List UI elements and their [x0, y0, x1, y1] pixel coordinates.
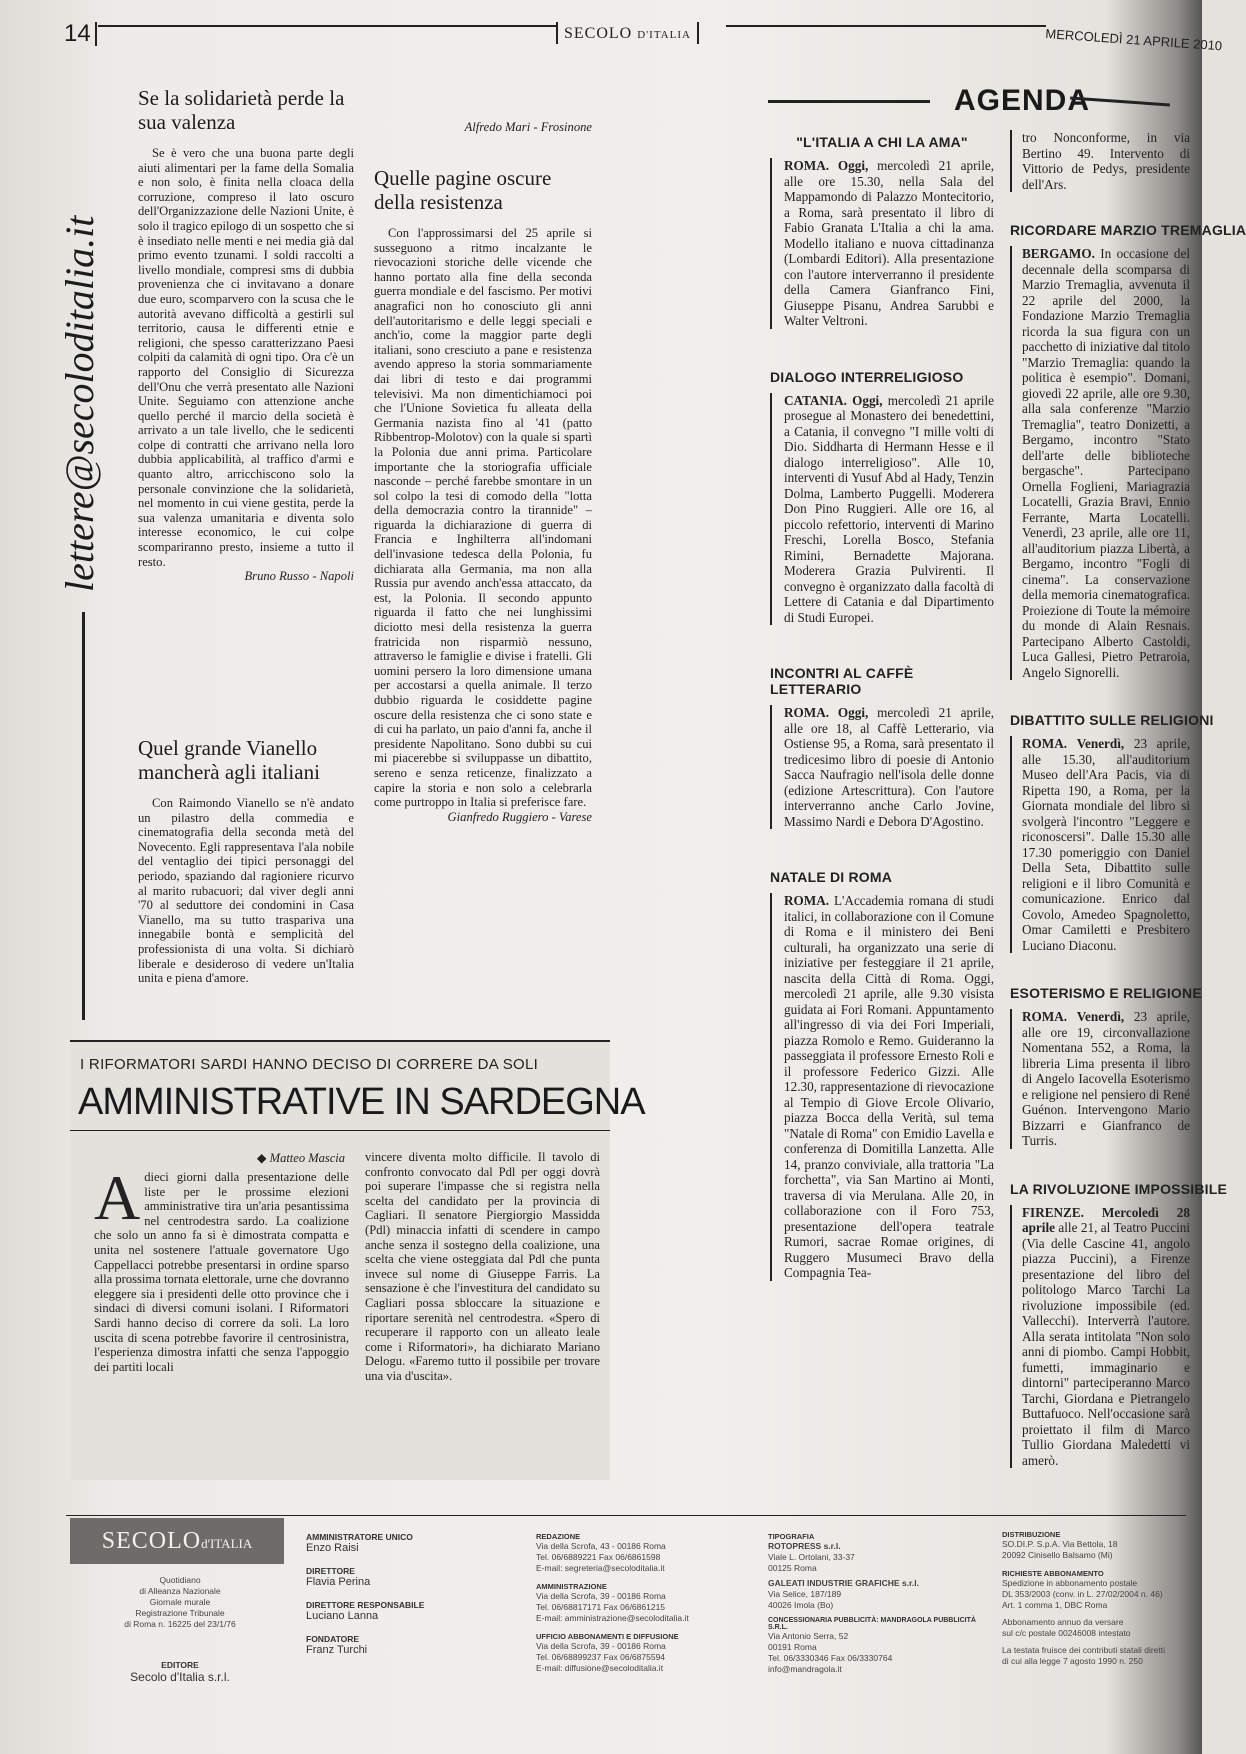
- agenda-item-esoterismo: [1010, 985, 1202, 1149]
- agenda-item-heading: DIBATTITO SULLE RELIGIONI: [1010, 712, 1214, 728]
- letter-title: Se la solidarietà perde la sua valenza: [138, 86, 345, 134]
- agenda-rule-left: [768, 100, 930, 103]
- agenda-item-heading: "L'ITALIA A CHI LA AMA": [796, 134, 968, 150]
- agenda-item-text: ROMA. Venerdì, 23 aprile, alle 15.30, all'auditorium Museo dell'Ara Pacis, via di Ripetta 190, a Roma, per la Giornata mondiale del libro si svolgerà l'incontro "Leggere e riconoscersi". Dalle 15.30 alle 17.30 pomeriggio con Daniel Della Seta, Dibattito sulle religioni e il libro Comunità e comunicazione. Enrico dal Covolo, Amedeo Spagnoletto, Omar Camiletti e Presbitero Luciano Diaconu.: [1010, 736, 1190, 953]
- agenda-item-text: ROMA. Oggi, mercoledì 21 aprile, alle ore 15.30, nella Sala del Mappamondo di Palazzo Montecitorio, a Roma, sarà presentato il libro di Fabio Granata L'Italia a chi la ama. Modello italiano e nuova cittadinanza (Lombardi Editori). Alla presentazione con l'autore interverranno il presidente della Camera Gianfranco Fini, Giuseppe Pisanu, Andrea Sarubbi e Walter Veltroni.: [770, 158, 994, 329]
- agenda-item-text: BERGAMO. In occasione del decennale della scomparsa di Marzio Tremaglia, avvenuta il 22 aprile del 2000, la Fondazione Marzio Tremaglia ricorda la sua figura con un pacchetto di iniziative dal titolo "Marzio Tremaglia: quando la politica è esempio". Domani, giovedì 22 aprile, alle ore 9.30, alla sala conferenze "Marzio Tremaglia", teatro Donizetti, a Bergamo, incontro "Stato dell'arte delle biblioteche bergasche". Partecipano Ornella Foglieni, Mariagrazia Locatelli, Grazia Bravi, Ennio Ferrante, Marta Locatelli. Venerdì, 23 aprile, alle ore 11, all'auditorium piazza Libertà, a Bergamo, incontro "Fogli di cinema". La conservazione della memoria cinematografica. Proiezione di Toute la mémoire du monde di Alain Resnais. Partecipano Alberto Castoldi, Luca Gallesi, Pietro Petraroia, Angelo Signorelli.: [1010, 246, 1190, 680]
- footer-logo-suffix: d'ITALIA: [201, 1536, 253, 1551]
- letter-body: Con l'approssimarsi del 25 aprile si susseguono a ritmo incalzante le rievocazioni storiche delle vicende che hanno portato alla fine della seconda guerra mondiale e del fascismo. Per motivi anagrafici non ho conosciuto gli anni dell'autoritarismo e delle leggi speciali e anch'io, come la maggior parte degli italiani, sono cresciuto a pane e resistenza avendo appreso la storia sommariamente dai libri di testo e dai programmi televisivi. Ma non dimentichiamoci poi che l'Unione Sovietica fu alleata della Germania nazista fino al '41 (patto Ribbentrop-Molotov) con la quale si spartì la Polonia due anni prima. Particolare importante che la storiografia ufficiale nasconde – perché farebbe smontare in un sol colpo la tesi di comodo della "lotta della democrazia contro la tirannide" – riguarda la dichiarazione di guerra di Francia e Inghilterra all'indomani dell'invasione tedesca della Polonia, fu dichiarata alla Germania, ma non alla Russia pur avendo anch'essa attaccato, da est, la Polonia. Il secondo appunto riguarda il fatto che nei lunghissimi diciotto mesi della resistenza la guerra fratricida non risparmiò nessuno, attraverso le famiglie e divise i fratelli. Gli uomini persero la loro dimensione umana per accostarsi a quella animale. Il terzo dubbio riguarda le cosiddette pagine oscure della resistenza che ci sono state e di cui ha parlato, un paio d'anni fa, anche il presidente Napolitano. Sono dubbi su cui mi piacerebbe si sviluppasse un dibattito, sereno e senza reticenze, finalizzato a capire la storia e non solo a celebrarla come purtroppo in Italia si preferisce fare.: [374, 226, 592, 810]
- page-number: 14: [64, 22, 97, 46]
- agenda-item-rivoluzione: [1010, 1180, 1228, 1469]
- agenda-item-heading: INCONTRI AL CAFFÈ LETTERARIO: [770, 665, 914, 697]
- letter-resistenza: [374, 166, 592, 825]
- agenda-column-1: [770, 134, 994, 1281]
- agenda-continued-text: tro Nonconforme, in via Bertino 49. Intervento di Vittorio de Pedys, presidente dell'Ars.: [1010, 130, 1190, 192]
- letter-body: Se è vero che una buona parte degli aiuti alimentari per la fame della Somalia e non solo, è finita nella cloaca della corruzione, compreso il lato oscuro dell'Organizzazione delle Nazioni Unite, è solo il tragico epilogo di un sospetto che si è insediato nelle menti e nei media già dal primo evento tzunami. I soldi raccolti a livello mondiale, compresi sms di dubbia provenienza che ci invitavano a donare due euro, scomparvero con la scusa che le autorità avevano difficoltà a gestirli sul territorio, causa le differenti etnie e religioni, che spesso caratterizzano Paesi colpiti da calamità di ogni tipo. Ora c'è un rapporto del Consiglio di Sicurezza dell'Onu che verrà presentato alle Nazioni Unite. Seguiamo con attenzione anche quello perché il marcio della società è arrivato a un tale livello, che le sedicenti colpe di contratti che arrivano nella loro dubbia applicabilità, al traffico d'armi e quanto altro, arricchiscono solo la personale convinzione che la solidarietà, nel momento in cui viene gestita, perde la sua valenza umanitaria e diventa solo interesse economico, le cui colpe scompariranno presto, insieme a tutto il resto.: [138, 146, 354, 569]
- article-body-continued: vincere diventa molto difficile. Il tavolo di confronto convocato dal Pdl per oggi dovrà poi superare l'impasse che si registra nella scelta del candidato per la provincia di Cagliari. Il senatore Piergiorgio Massidda (Pdl) minaccia infatti di scendere in campo anche senza il sostegno della coalizione, una scelta che viene osteggiata dal Pdl che punta invece sul nome di Giuseppe Farris. La sensazione è che l'investitura del candidato su Cagliari possa sbloccare la situazione e riportare serenità nel centrodestra. «Spero di recuperare il rapporto con un alleato leale come i Riformatori», ha dichiarato Mariano Delogu. «Faremo tutto il possibile per trovare una via d'uscita».: [365, 1150, 600, 1383]
- article-col2: [365, 1150, 600, 1384]
- footer-logo: [70, 1518, 284, 1564]
- footer-logo-main: SECOLO: [101, 1528, 202, 1554]
- letter-vianello: [138, 736, 354, 986]
- header-rule-right: [726, 25, 1046, 27]
- letter-signature: Bruno Russo - Napoli: [244, 569, 354, 584]
- article-body: Adieci giorni dalla presentazione delle liste per le prossime elezioni amministrative tira un'aria pesantissima nel centrodestra sardo. La coalizione che solo un anno fa si è dimostrata compatta e unita nel sostenere l'attuale governatore Ugo Cappellacci potrebbe presentarsi in ordine sparso alla prossima tornata elettorale, urne che dovranno eleggere sia i presidenti delle otto province che i sindaci di diversi comuni isolani. I Riformatori Sardi hanno deciso di correre da soli. La loro uscita di scena potrebbe favorire il centrosinistra, l'esperienza dimostra infatti che senza l'appoggio dei partiti locali: [94, 1162, 349, 1374]
- letter-signature: Gianfredo Ruggiero - Varese: [447, 809, 592, 824]
- footer-redazione: REDAZIONE Via della Scrofa, 43 - 00186 Roma Tel. 06/6889221 Fax 06/6861598 E-mail: segreteria@secoloditalia.it AMMINISTRAZIONE Via della Scrofa, 39 - 00186 Roma Tel. 06/68817171 Fax 06/6861215 E-mail: amministrazione@secoloditalia.it UFFICIO ABBONAMENTI E DIFFUSIONE Via della Scrofa, 39 - 00186 Roma Tel. 06/68899237 Fax 06/6875594 E-mail: diffusione@secoloditalia.it: [536, 1532, 689, 1673]
- footer-distribuzione: DISTRIBUZIONE SO.DI.P. S.p.A. Via Bettola, 18 20092 Cinisello Balsamo (Mi) RICHIESTE ABBONAMENTO Spedizione in abbonamento postale DL 353/2003 (conv. in L. 27/02/2004 n. 46) Art. 1 comma 1, DBC Roma Abbonamento annuo da versare sul c/c postale 00246008 intestato La testata fruisce dei contributi statali diretti di cui alla legge 7 agosto 1990 n. 250: [1002, 1530, 1165, 1666]
- article-byline: [245, 1150, 345, 1166]
- header-date: MERCOLEDÌ 21 APRILE 2010: [1044, 26, 1223, 54]
- agenda-item-text: ROMA. L'Accademia romana di studi italici, in collaborazione con il Comune di Roma e il ministero dei Beni culturali, ha organizzato una serie di iniziative per festeggiare il 21 aprile, nascita della Città di Roma. Oggi, mercoledì 21 aprile, alle 9.30 visista guidata ai Fori Romani. Appuntamento all'ingresso di via dei Fori Imperiali, piazza Romolo e Remo. Guideranno la passeggiata il professore Ernesto Roli e il professore Federico Gizzi. Alle 12.30, rappresentazione di rievocazione al Tempio di Giove Ercole Olivario, piazza Bocca della Verità, sul tema "Natale di Roma" con Emidio Lavella e conferenza di Domitilla Lanzetta. Alle 14, pranzo conviviale, alla trattoria "La forchetta", via San Martino ai Monti, traversa di via Merulana. Alle 20, in collaborazione con il Foro 753, presentazione dell'opera teatrale Rumori, sacrae Romae origines, di Ruggero Musumeci Bravo della Compagnia Tea-: [770, 893, 994, 1281]
- article-headline: AMMINISTRATIVE IN SARDEGNA: [78, 1081, 645, 1123]
- agenda-item-text: FIRENZE. Mercoledì 28 aprile alle 21, al Teatro Puccini (Via delle Cascine 41, angolo piazza Puccini), a Firenze presentazione del libro del politologo Marco Tarchi La rivoluzione impossibile (ed. Vallecchi). Interverrà l'autore. Alla serata intitolata "Non solo anni di piombo. Campi Hobbit, fumetti, immaginario e dintorni" parteciperanno Marco Tarchi, Giordana e Pietrangelo Buttafuoco. Nell'occasione sarà proiettato il film di Marco Tullio Giordana Maledetti vi amerò.: [1010, 1205, 1190, 1469]
- letter-title: Quel grande Vianello mancherà agli italiani: [138, 736, 320, 784]
- agenda-item-natale: [770, 869, 994, 1281]
- footer-staff: AMMINISTRATORE UNICO Enzo Raisi DIRETTORE Flavia Perina DIRETTORE RESPONSABILE Luciano Lanna FONDATORE Franz Turchi: [306, 1532, 425, 1656]
- article-dropcap: A: [94, 1162, 141, 1233]
- article-col1: [94, 1162, 349, 1374]
- article-kicker: I RIFORMATORI SARDI HANNO DECISO DI CORRERE DA SOLI: [80, 1056, 539, 1073]
- byline-author: Matteo Mascia: [269, 1151, 345, 1165]
- agenda-title: AGENDA: [954, 84, 1091, 117]
- footer-top-rule: [66, 1515, 1186, 1516]
- header-masthead: [556, 22, 699, 44]
- agenda-column-2: [1010, 130, 1246, 1468]
- agenda-item-heading: ESOTERISMO E RELIGIONE: [1010, 985, 1202, 1001]
- footer-tipografia: TIPOGRAFIA ROTOPRESS s.r.l. Viale L. Ortolani, 33-37 00125 Roma GALEATI INDUSTRIE GRAFICHE s.r.l. Via Selice, 187/189 40026 Imola (Bo) CONCESSIONARIA PUBBLICITÀ: MANDRAGOLA PUBBLICITÀ S.R.L. Via Antonio Serra, 52 00191 Roma Tel. 06/3330346 Fax 06/3330764 info@mandragola.it: [768, 1532, 976, 1674]
- letter-solidarieta: [138, 86, 354, 584]
- agenda-item-text: CATANIA. Oggi, mercoledì 21 aprile prosegue al Monastero dei benedettini, a Catania, il convegno "I mille volti di Dio. Siddharta di Hermann Hesse e il dialogo interreligioso". Alle 10, interventi di Yusuf Abd al Hady, Tenzin Dolma, Lamberto Puggelli. Moderera Don Pino Ruggieri. Alle ore 16, al piccolo refettorio, interventi di Marino Freschi, Lorella Bosco, Stefania Rimini, Bernadette Majorana. Moderera Grazia Pulvirenti. Il convegno è organizzato dalla facoltà di Lettere di Catania e dal Dipartimento di Studi Europei.: [770, 393, 994, 626]
- masthead-suffix: D'ITALIA: [637, 29, 691, 41]
- agenda-item-heading: DIALOGO INTERRELIGIOSO: [770, 368, 964, 385]
- letter-vianello-signature: Alfredo Mari - Frosinone: [464, 120, 592, 134]
- masthead-name: SECOLO: [564, 25, 633, 42]
- letters-email-label: lettere@secoloditalia.it: [57, 215, 102, 592]
- agenda-item-text: ROMA. Oggi, mercoledì 21 aprile, alle ore 18, al Caffè Letterario, via Ostiense 95, a Roma, sarà presentato il tredicesimo libro di poesie di Antonio Sacca Naufragio nell'isola delle donne (edizione Artescrittura). Con l'autore interverranno anche Carlo Jovine, Massimo Nardi e Debora D'Agostino.: [770, 705, 994, 829]
- agenda-item-dibattito: [1010, 712, 1214, 953]
- header-rule-left: [98, 25, 556, 27]
- byline-bullet-icon: ◆: [256, 1151, 270, 1165]
- letter-body: Con Raimondo Vianello se n'è andato un pilastro della commedia e cinematografia della seconda metà del Novecento. Egli rappresentava l'ala nobile del ventaglio dei tipici personaggi del periodo, spaziando dal ragioniere ricurvo al marito rubacuori; dal viver degli anni '70 al seduttore dei condomini in Casa Vianello, ma su tutto traspariva una innegabile bontà e semplicità del professionista di una volta. Si dichiarò liberale e desideroso di vedere un'Italia unita e piena d'amore.: [138, 796, 354, 986]
- article-top-rule: [70, 1040, 610, 1042]
- agenda-item-heading: RICORDARE MARZIO TREMAGLIA: [1010, 222, 1246, 238]
- agenda-item-caffe: [770, 665, 994, 829]
- agenda-item-text: ROMA. Venerdì, 23 aprile, alle ore 19, circonvallazione Nomentana 552, a Roma, la libreria Lima presenta il libro di Angelo Iacovella Esoterismo e religione nel pensiero di René Guénon. Intervengono Mario Bizzarri e Gianfranco de Turris.: [1010, 1009, 1190, 1149]
- agenda-item-tremaglia: [1010, 222, 1246, 680]
- letters-side-rule: [82, 612, 85, 1020]
- article-headline-rule: [70, 1130, 610, 1131]
- agenda-item-heading: NATALE DI ROMA: [770, 869, 893, 885]
- agenda-item-italia: [770, 134, 994, 329]
- footer-editore: EDITORE Secolo d'Italia s.r.l.: [130, 1660, 230, 1684]
- footer-masthead-info: Quotidiano di Alleanza Nazionale Giornale murale Registrazione Tribunale di Roma n. 16225 del 23/1/76: [124, 1575, 236, 1629]
- agenda-item-dialogo: [770, 369, 994, 626]
- agenda-item-heading: LA RIVOLUZIONE IMPOSSIBILE: [1010, 1180, 1228, 1197]
- letter-title: Quelle pagine oscure della resistenza: [374, 166, 552, 214]
